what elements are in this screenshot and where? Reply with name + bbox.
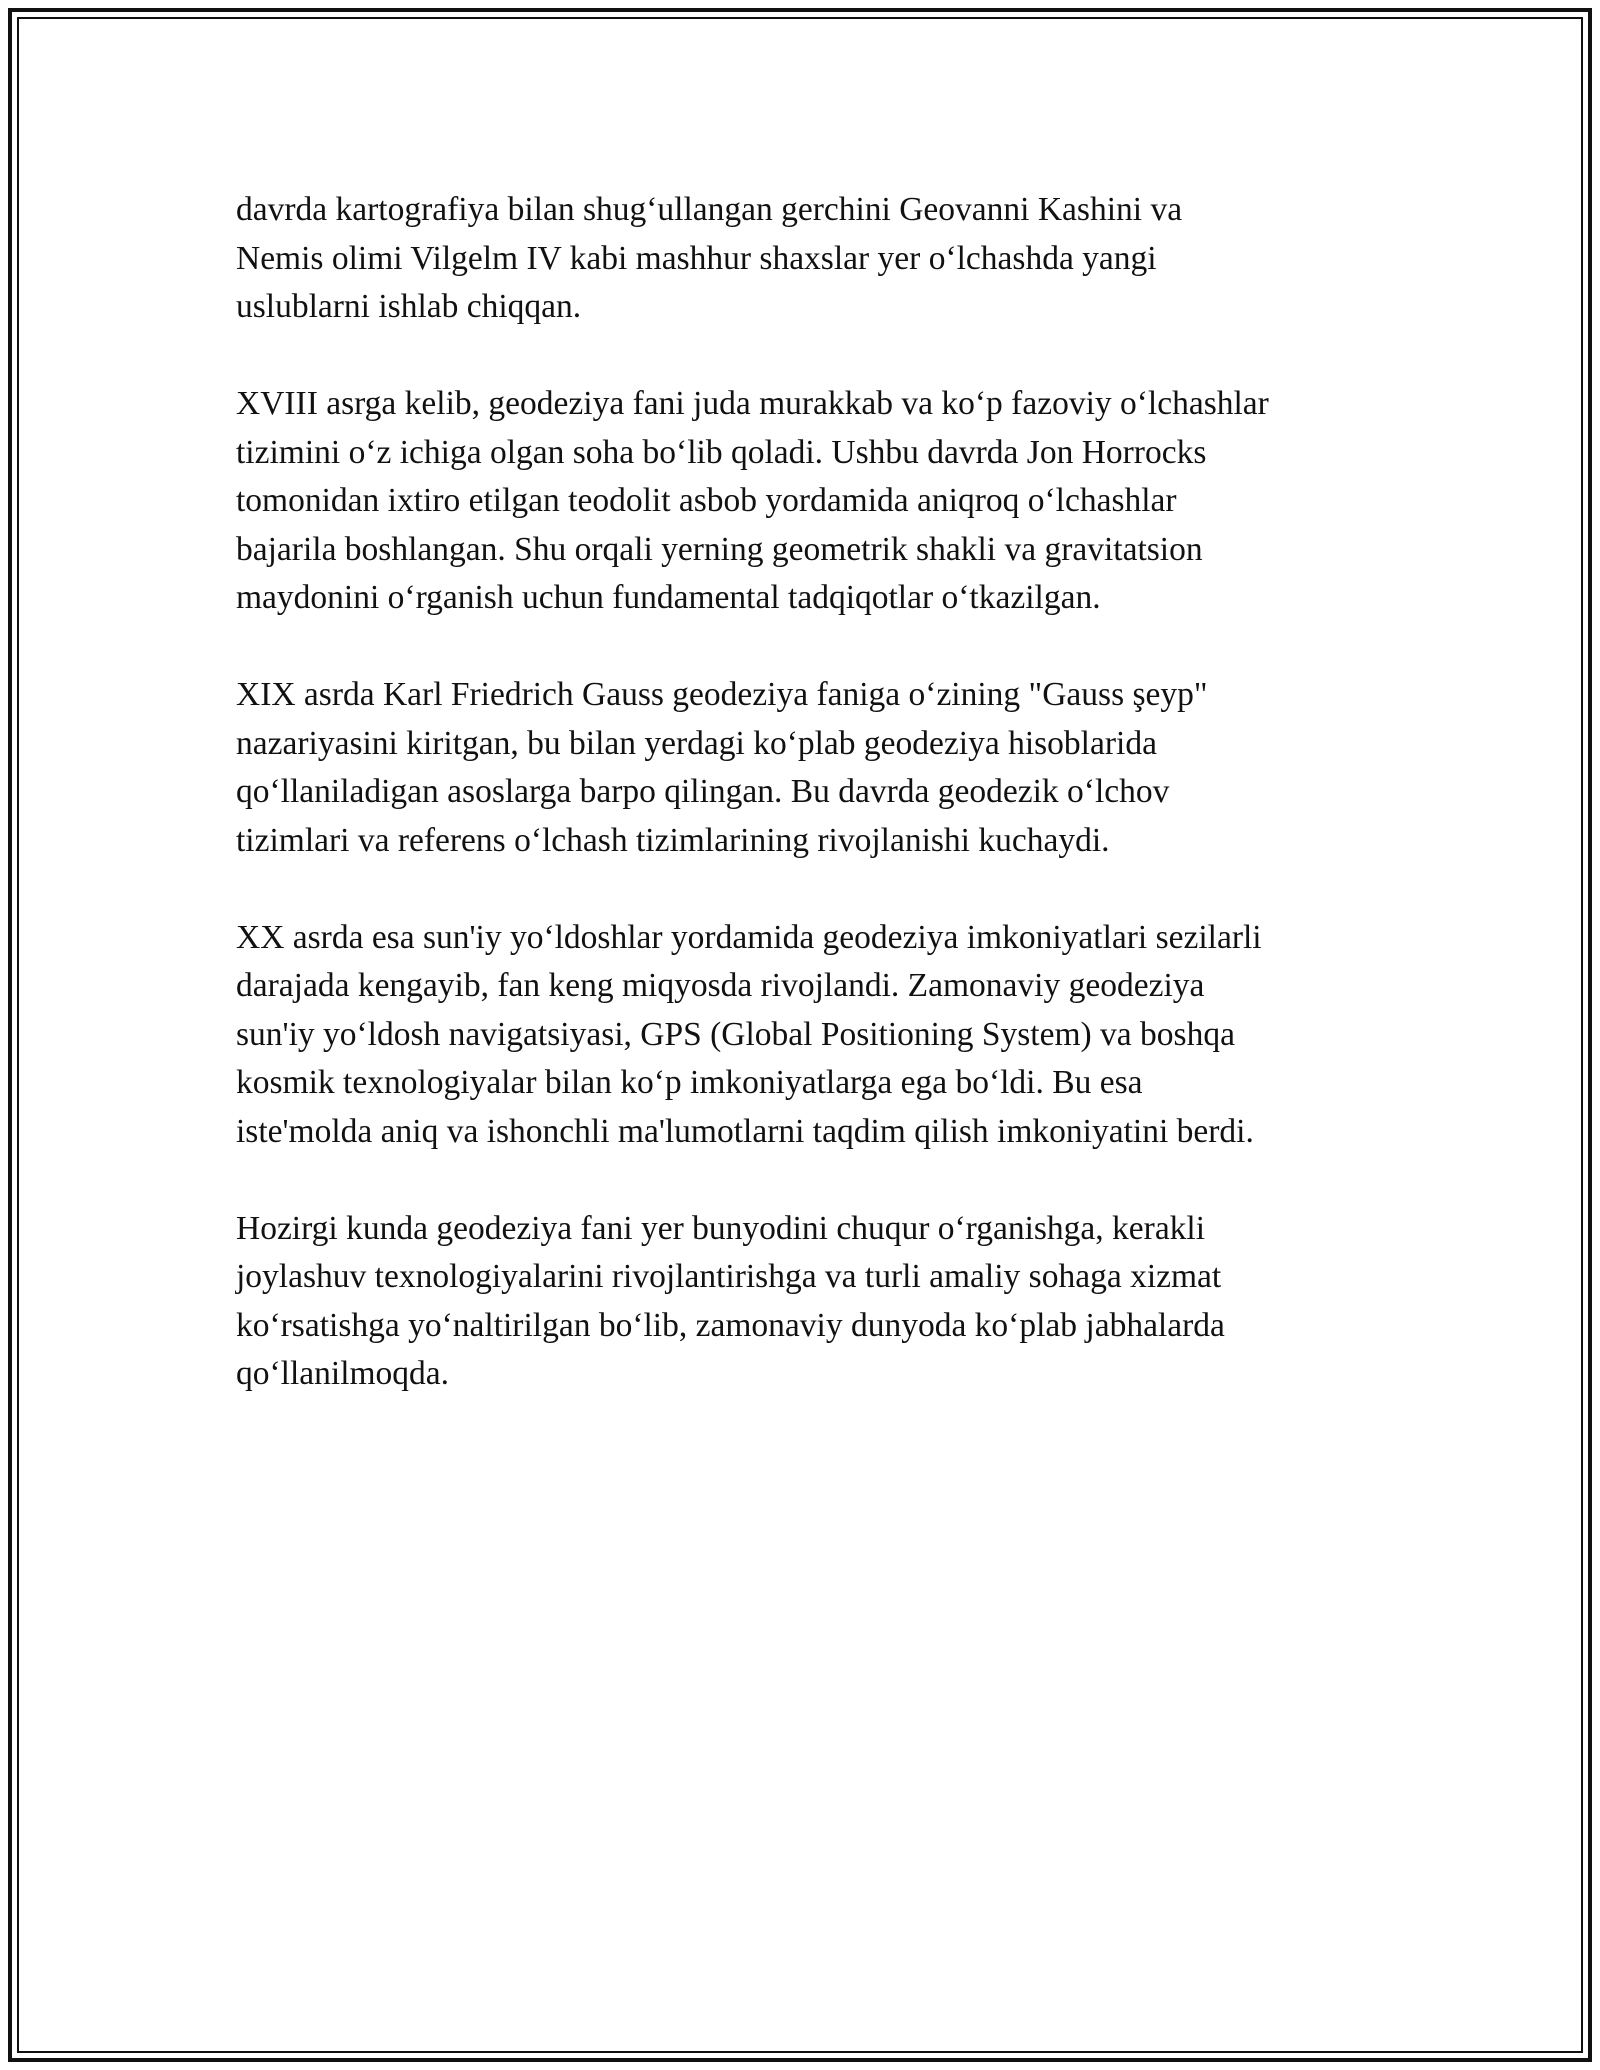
paragraph xyxy=(236,380,1386,623)
text-line: bajarila boshlangan. Shu orqali yerning geometrik shakli va gravitatsion xyxy=(236,530,1203,568)
text-line: tomonidan ixtiro etilgan teodolit asbob yordamida aniqroq o‘lchashlar xyxy=(236,482,1177,519)
text-line: XVIII asrga kelib, geodeziya fani juda murakkab va ko‘p fazoviy o‘lchashlar xyxy=(236,385,1269,422)
text-line: XIX asrda Karl Friedrich Gauss geodeziya faniga o‘zining "Gauss şeyp" xyxy=(236,676,1208,713)
text-line: darajada kengayib, fan keng miqyosda rivojlandi. Zamonaviy geodeziya xyxy=(236,967,1205,1004)
text-line: Hozirgi kunda geodeziya fani yer bunyodini chuqur o‘rganishga, kerakli xyxy=(236,1209,1206,1247)
paragraph xyxy=(236,914,1386,1157)
text-line: qo‘llanilmoqda. xyxy=(236,1355,450,1392)
text-line: tizimini o‘z ichiga olgan soha bo‘lib qoladi. Ushbu davrda Jon Horrocks xyxy=(236,433,1207,471)
text-line: maydonini o‘rganish uchun fundamental tadqiqotlar o‘tkazilgan. xyxy=(236,579,1101,616)
text-line: joylashuv texnologiyalarini rivojlantirishga va turli amaliy sohaga xizmat xyxy=(236,1258,1222,1295)
text-line: davrda kartografiya bilan shug‘ullangan gerchini Geovanni Kashini va xyxy=(236,191,1183,228)
text-line: nazariyasini kiritgan, bu bilan yerdagi ko‘plab geodeziya hisoblarida xyxy=(236,724,1157,762)
paragraph xyxy=(236,671,1386,865)
text-line: ko‘rsatishga yo‘naltirilgan bo‘lib, zamonaviy dunyoda ko‘plab jabhalarda xyxy=(236,1306,1225,1344)
paragraph xyxy=(236,186,1386,332)
text-line: XX asrda esa sun'iy yo‘ldoshlar yordamida geodeziya imkoniyatlari sezilarli xyxy=(236,918,1262,956)
text-line: tizimlari va referens o‘lchash tizimlarining rivojlanishi kuchaydi. xyxy=(236,821,1110,859)
text-line: qo‘llaniladigan asoslarga barpo qilingan. Bu davrda geodezik o‘lchov xyxy=(236,773,1170,810)
text-line: kosmik texnologiyalar bilan ko‘p imkoniyatlarga ega bo‘ldi. Bu esa xyxy=(236,1064,1143,1101)
text-line: sun'iy yo‘ldosh navigatsiyasi, GPS (Global Positioning System) va boshqa xyxy=(236,1015,1235,1053)
text-line: Nemis olimi Vilgelm IV kabi mashhur shaxslar yer o‘lchashda yangi xyxy=(236,239,1157,277)
paragraph xyxy=(236,1205,1386,1399)
document-body xyxy=(236,186,1386,1447)
text-line: uslublarni ishlab chiqqan. xyxy=(236,288,582,325)
text-line: iste'molda aniq va ishonchli ma'lumotlarni taqdim qilish imkoniyatini berdi. xyxy=(236,1112,1254,1150)
